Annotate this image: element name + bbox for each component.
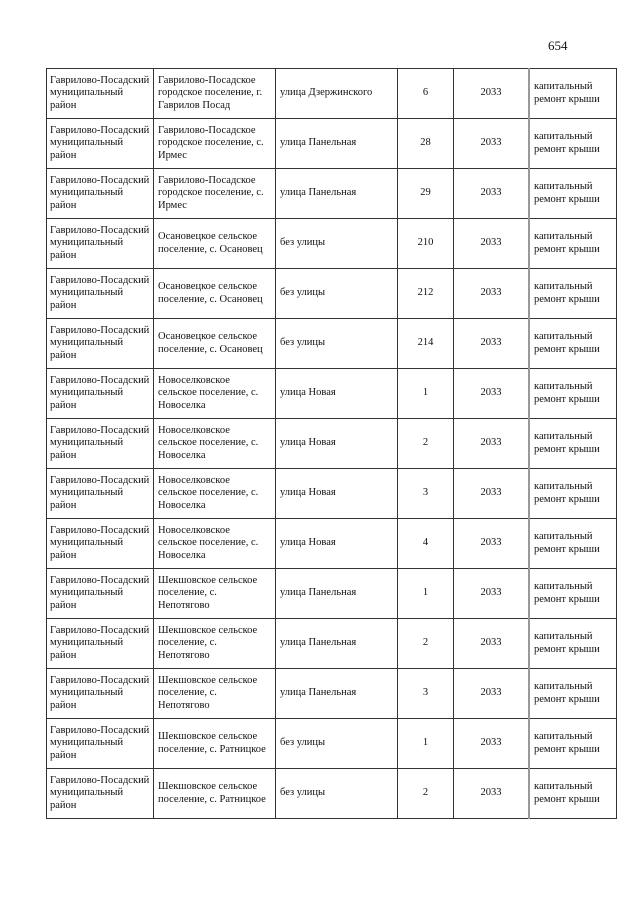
district-cell: Гаврилово-Посадский муниципальный район — [47, 769, 154, 819]
house-number-cell: 210 — [398, 219, 454, 269]
table-row — [47, 419, 617, 469]
work-type-cell: капитальный ремонт крыши — [529, 369, 617, 419]
year-cell: 2033 — [454, 719, 530, 769]
page-number: 654 — [548, 38, 568, 53]
table-row — [47, 669, 617, 719]
settlement-cell: Новоселковское сельское поселение, с. Новоселка — [154, 369, 276, 419]
district-cell: Гаврилово-Посадский муниципальный район — [47, 269, 154, 319]
district-cell: Гаврилово-Посадский муниципальный район — [47, 669, 154, 719]
house-number-cell: 1 — [398, 719, 454, 769]
work-type-cell: капитальный ремонт крыши — [529, 69, 617, 119]
year-cell: 2033 — [454, 269, 530, 319]
street-cell: улица Панельная — [276, 619, 398, 669]
house-number-cell: 2 — [398, 619, 454, 669]
year-cell: 2033 — [454, 469, 530, 519]
house-number-cell: 2 — [398, 769, 454, 819]
street-cell: без улицы — [276, 769, 398, 819]
street-cell: улица Новая — [276, 419, 398, 469]
table-row — [47, 269, 617, 319]
work-type-cell: капитальный ремонт крыши — [529, 119, 617, 169]
district-cell: Гаврилово-Посадский муниципальный район — [47, 419, 154, 469]
work-type-cell: капитальный ремонт крыши — [529, 619, 617, 669]
district-cell: Гаврилово-Посадский муниципальный район — [47, 219, 154, 269]
settlement-cell: Новоселковское сельское поселение, с. Новоселка — [154, 419, 276, 469]
district-cell: Гаврилово-Посадский муниципальный район — [47, 719, 154, 769]
settlement-cell: Шекшовское сельское поселение, с. Непотягово — [154, 619, 276, 669]
year-cell: 2033 — [454, 769, 530, 819]
table-row — [47, 519, 617, 569]
year-cell: 2033 — [454, 519, 530, 569]
repair-schedule-table — [46, 68, 617, 819]
settlement-cell: Шекшовское сельское поселение, с. Ратницкое — [154, 719, 276, 769]
settlement-cell: Шекшовское сельское поселение, с. Ратницкое — [154, 769, 276, 819]
district-cell: Гаврилово-Посадский муниципальный район — [47, 119, 154, 169]
table-row — [47, 769, 617, 819]
year-cell: 2033 — [454, 219, 530, 269]
district-cell: Гаврилово-Посадский муниципальный район — [47, 519, 154, 569]
settlement-cell: Гаврилово-Посадское городское поселение, г. Гаврилов Посад — [154, 69, 276, 119]
house-number-cell: 3 — [398, 469, 454, 519]
settlement-cell: Осановецкое сельское поселение, с. Осановец — [154, 319, 276, 369]
year-cell: 2033 — [454, 419, 530, 469]
table-row — [47, 619, 617, 669]
table-row — [47, 219, 617, 269]
settlement-cell: Гаврилово-Посадское городское поселение, с. Ирмес — [154, 169, 276, 219]
settlement-cell: Новоселковское сельское поселение, с. Новоселка — [154, 519, 276, 569]
year-cell: 2033 — [454, 569, 530, 619]
house-number-cell: 6 — [398, 69, 454, 119]
settlement-cell: Гаврилово-Посадское городское поселение, с. Ирмес — [154, 119, 276, 169]
street-cell: без улицы — [276, 719, 398, 769]
house-number-cell: 29 — [398, 169, 454, 219]
street-cell: улица Панельная — [276, 569, 398, 619]
year-cell: 2033 — [454, 619, 530, 669]
settlement-cell: Шекшовское сельское поселение, с. Непотягово — [154, 569, 276, 619]
table-row — [47, 719, 617, 769]
table-row — [47, 569, 617, 619]
house-number-cell: 214 — [398, 319, 454, 369]
district-cell: Гаврилово-Посадский муниципальный район — [47, 569, 154, 619]
year-cell: 2033 — [454, 119, 530, 169]
work-type-cell: капитальный ремонт крыши — [529, 319, 617, 369]
year-cell: 2033 — [454, 169, 530, 219]
street-cell: без улицы — [276, 219, 398, 269]
settlement-cell: Осановецкое сельское поселение, с. Осановец — [154, 219, 276, 269]
year-cell: 2033 — [454, 669, 530, 719]
table-row — [47, 169, 617, 219]
work-type-cell: капитальный ремонт крыши — [529, 469, 617, 519]
street-cell: без улицы — [276, 319, 398, 369]
street-cell: улица Панельная — [276, 169, 398, 219]
district-cell: Гаврилово-Посадский муниципальный район — [47, 169, 154, 219]
house-number-cell: 1 — [398, 569, 454, 619]
work-type-cell: капитальный ремонт крыши — [529, 719, 617, 769]
year-cell: 2033 — [454, 369, 530, 419]
district-cell: Гаврилово-Посадский муниципальный район — [47, 319, 154, 369]
settlement-cell: Шекшовское сельское поселение, с. Непотягово — [154, 669, 276, 719]
table-row — [47, 369, 617, 419]
work-type-cell: капитальный ремонт крыши — [529, 669, 617, 719]
street-cell: улица Новая — [276, 469, 398, 519]
year-cell: 2033 — [454, 69, 530, 119]
street-cell: улица Панельная — [276, 669, 398, 719]
street-cell: улица Новая — [276, 519, 398, 569]
street-cell: без улицы — [276, 269, 398, 319]
house-number-cell: 1 — [398, 369, 454, 419]
work-type-cell: капитальный ремонт крыши — [529, 269, 617, 319]
house-number-cell: 212 — [398, 269, 454, 319]
work-type-cell: капитальный ремонт крыши — [529, 569, 617, 619]
work-type-cell: капитальный ремонт крыши — [529, 769, 617, 819]
district-cell: Гаврилово-Посадский муниципальный район — [47, 619, 154, 669]
table-row — [47, 469, 617, 519]
table-row — [47, 319, 617, 369]
work-type-cell: капитальный ремонт крыши — [529, 169, 617, 219]
table-row — [47, 69, 617, 119]
house-number-cell: 3 — [398, 669, 454, 719]
work-type-cell: капитальный ремонт крыши — [529, 219, 617, 269]
district-cell: Гаврилово-Посадский муниципальный район — [47, 469, 154, 519]
work-type-cell: капитальный ремонт крыши — [529, 519, 617, 569]
district-cell: Гаврилово-Посадский муниципальный район — [47, 369, 154, 419]
settlement-cell: Новоселковское сельское поселение, с. Новоселка — [154, 469, 276, 519]
settlement-cell: Осановецкое сельское поселение, с. Осановец — [154, 269, 276, 319]
street-cell: улица Панельная — [276, 119, 398, 169]
house-number-cell: 4 — [398, 519, 454, 569]
house-number-cell: 28 — [398, 119, 454, 169]
street-cell: улица Новая — [276, 369, 398, 419]
house-number-cell: 2 — [398, 419, 454, 469]
work-type-cell: капитальный ремонт крыши — [529, 419, 617, 469]
street-cell: улица Дзержинского — [276, 69, 398, 119]
year-cell: 2033 — [454, 319, 530, 369]
district-cell: Гаврилово-Посадский муниципальный район — [47, 69, 154, 119]
table-row — [47, 119, 617, 169]
